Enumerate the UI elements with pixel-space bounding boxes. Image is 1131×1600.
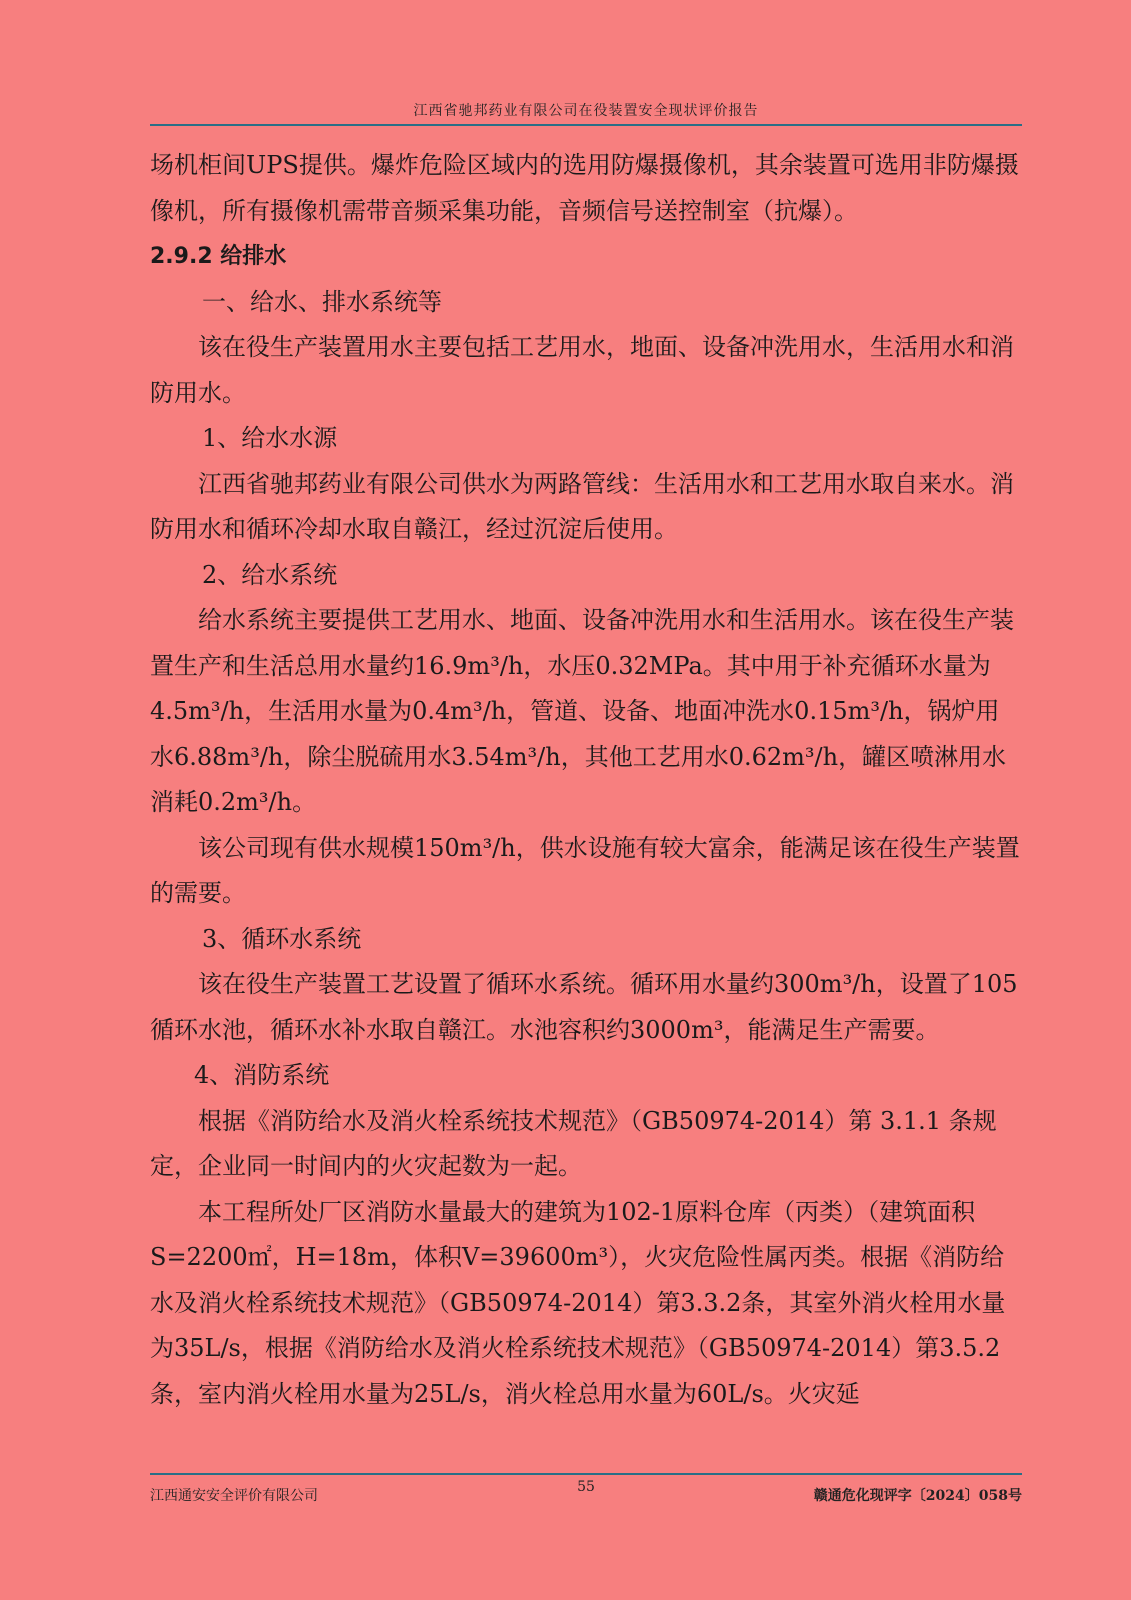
page-header: 江西省驰邦药业有限公司在役装置安全现状评价报告 xyxy=(413,103,759,119)
subheading: 4、消防系统 xyxy=(194,1061,330,1089)
paragraph: 场机柜间UPS提供。爆炸危险区域内的选用防爆摄像机，其余装置可选用非防爆摄像机，所有摄像机需带音频采集功能，音频信号送控制室（抗爆）。 xyxy=(150,151,1019,225)
paragraph: 该在役生产装置用水主要包括工艺用水，地面、设备冲洗用水，生活用水和消防用水。 xyxy=(150,333,1014,407)
subheading: 2、给水系统 xyxy=(202,560,338,589)
subheading: 1、给水水源 xyxy=(202,424,338,452)
header-divider xyxy=(150,124,1022,126)
paragraph: 给水系统主要提供工艺用水、地面、设备冲洗用水和生活用水。该在役生产装置生产和生活总用水量约16.9m³/h，水压0.32MPa。其中用于补充循环水量为4.5m³/h，生活用水量为0.4m³/h，管道、设备、地面冲洗水0.15m³/h，锅炉用水6.88m³/h，除尘脱硫用水3.54m³/h，其他工艺用水0.62m³/h，罐区喷淋用水消耗0.2m³/h。 xyxy=(150,606,1014,816)
paragraph: 该在役生产装置工艺设置了循环水系统。循环用水量约300m³/h，设置了105循环水池，循环水补水取自赣江。水池容积约3000m³，能满足生产需要。 xyxy=(150,970,1018,1044)
paragraph: 本工程所处厂区消防水量最大的建筑为102-1原料仓库（丙类）（建筑面积S=2200㎡，H=18m，体积V=39600m³），火灾危险性属丙类。根据《消防给水及消火栓系统技术规范》（GB50974-2014）第3.3.2条，其室外消火栓用水量为35L/s，根据《消防给水及消火栓系统技术规范》（GB50974-2014）第3.5.2条，室内消火栓用水量为25L/s，消火栓总用水量为60L/s。火灾延 xyxy=(150,1197,1006,1408)
document-body xyxy=(150,143,1022,1417)
page-number: 55 xyxy=(577,1479,595,1495)
paragraph: 该公司现有供水规模150m³/h，供水设施有较大富余，能满足该在役生产装置的需要。 xyxy=(150,833,1020,907)
paragraph: 根据《消防给水及消火栓系统技术规范》（GB50974-2014）第 3.1.1 条规定，企业同一时间内的火灾起数为一起。 xyxy=(150,1106,997,1180)
footer-company: 江西通安安全评价有限公司 xyxy=(150,1488,318,1504)
subheading: 3、循环水系统 xyxy=(202,924,362,953)
section-heading: 2.9.2 给排水 xyxy=(150,244,287,269)
document-number: 赣通危化现评字〔2024〕058号 xyxy=(813,1488,1022,1504)
paragraph: 江西省驰邦药业有限公司供水为两路管线：生活用水和工艺用水取自来水。消防用水和循环冷却水取自赣江，经过沉淀后使用。 xyxy=(150,469,1014,543)
footer-divider xyxy=(150,1473,1022,1475)
subheading: 一、给水、排水系统等 xyxy=(202,287,442,316)
